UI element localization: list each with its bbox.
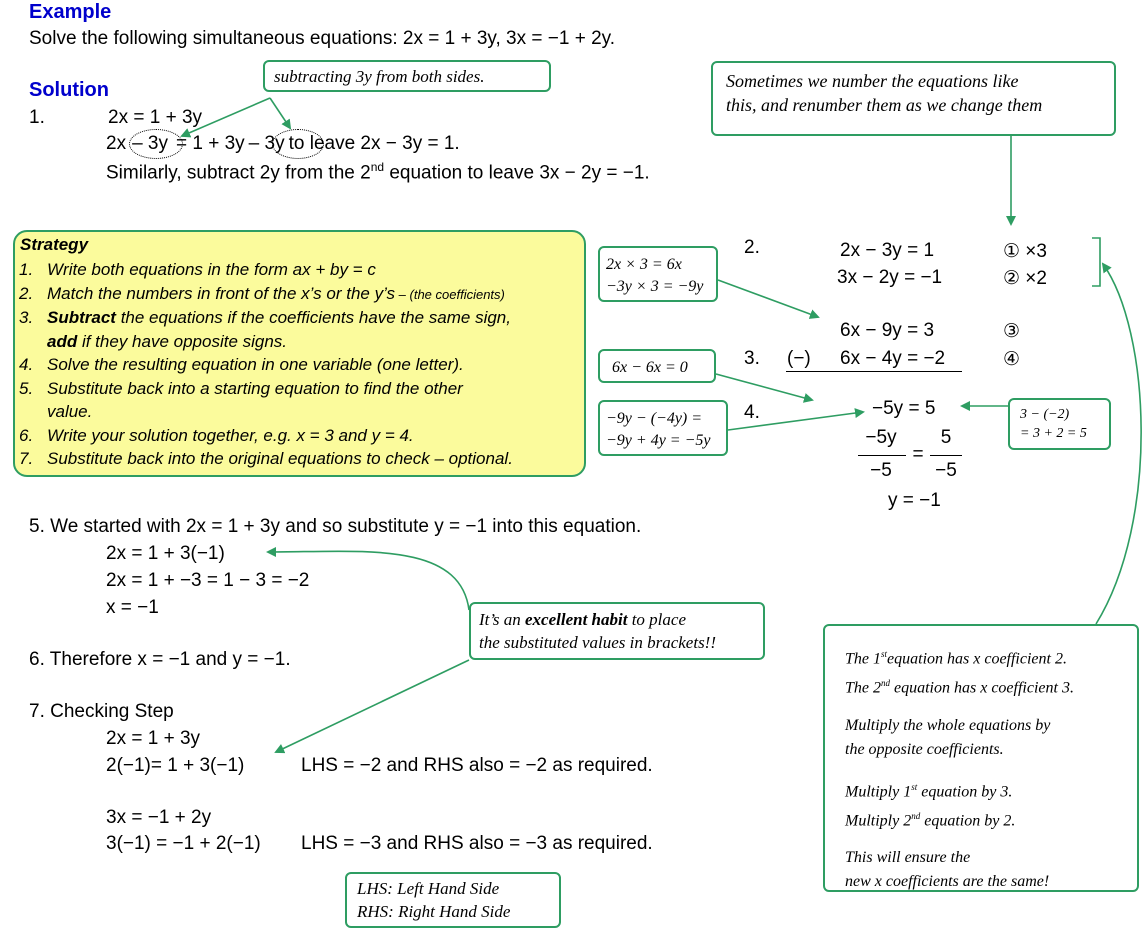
arrow-habit-up: [268, 551, 469, 610]
step1-line2-e: to leave 2x − 3y = 1.: [288, 133, 460, 154]
problem-statement: Solve the following simultaneous equations: 2x = 1 + 3y, 3x = −1 + 2y.: [29, 28, 616, 49]
fraction-right-numerator: 5: [940, 427, 952, 448]
coefficient-note-line2: The 2nd equation has x coefficient 3.: [845, 678, 1074, 697]
fraction-left-numerator: −5y: [865, 427, 897, 448]
step7-b-check: LHS = −2 and RHS also = −2 as required.: [301, 755, 653, 776]
step1-line3-sup: nd: [370, 160, 385, 174]
equation-3: 6x − 9y = 3: [840, 320, 935, 341]
step7-d-check: LHS = −3 and RHS also = −3 as required.: [301, 833, 653, 854]
multiply-note-line1: 2x × 3 = 6x: [606, 256, 682, 273]
step1-line2-d: – 3y: [248, 133, 285, 154]
example-heading: Example: [29, 1, 112, 23]
fraction-left-denominator: −5: [870, 460, 892, 481]
calc-note-line2: = 3 + 2 = 5: [1020, 425, 1087, 441]
arrow-subtract-x: [716, 374, 812, 400]
step1-line3-pre: Similarly, subtract 2y from the 2: [106, 162, 371, 184]
step1-equation: 2x = 1 + 3y: [108, 107, 203, 128]
step1-line2-a: 2x: [106, 133, 127, 154]
step5-b: 2x = 1 + −3 = 1 − 3 = −2: [106, 570, 310, 591]
arrow-habit-down: [276, 660, 469, 752]
subtract-y-note-line2: −9y + 4y = −5y: [606, 431, 711, 449]
strategy-item: value.: [47, 402, 93, 421]
arrow-coefficient: [1096, 264, 1141, 624]
fraction-right-denominator: −5: [935, 460, 957, 481]
working-step2-num: 2.: [744, 237, 760, 258]
equation-4-tag: ④: [1003, 349, 1021, 370]
subtract-x-note-text: 6x − 6x = 0: [612, 359, 688, 376]
step1-line3-post: equation to leave 3x − 2y = −1.: [384, 162, 650, 184]
result-equation: −5y = 5: [872, 398, 936, 419]
numbering-note-line2: this, and renumber them as we change them: [726, 95, 1043, 116]
rhs-note-line: RHS: Right Hand Side: [357, 901, 511, 921]
strategy-item: add if they have opposite signs.: [47, 331, 288, 351]
step1-line2-c: = 1 + 3y: [176, 133, 245, 154]
strategy-item: 1. Write both equations in the form ax + by = c: [19, 260, 376, 279]
lhs-note-line: LHS: Left Hand Side: [357, 879, 500, 898]
habit-note-line1: It’s an excellent habit to place: [479, 610, 686, 629]
strategy-item: 5. Substitute back into a starting equation to find the other: [19, 378, 463, 398]
numbering-note-line1: Sometimes we number the equations like: [726, 71, 1019, 91]
final-y: y = −1: [888, 490, 941, 511]
step1-line2-b: – 3y: [132, 133, 168, 154]
subtract-sign: (−): [787, 348, 811, 369]
coefficient-note-line7: This will ensure the: [845, 849, 971, 867]
step1-number: 1.: [29, 107, 45, 128]
arrow-subtract-y: [728, 412, 863, 430]
strategy-title: Strategy: [20, 235, 89, 254]
equation-4: 6x − 4y = −2: [840, 348, 946, 369]
step7-title: 7. Checking Step: [29, 701, 174, 722]
multiply-note-line2: −3y × 3 = −9y: [606, 277, 704, 295]
step5-line: 5. We started with 2x = 1 + 3y and so substitute y = −1 into this equation.: [29, 516, 642, 537]
coefficient-note-line8: new x coefficients are the same!: [845, 873, 1050, 891]
coefficient-note-line4: the opposite coefficients.: [845, 740, 1004, 758]
strategy-item: 3. Subtract the equations if the coefficients have the same sign,: [19, 308, 511, 327]
arrow-subtract-left: [182, 98, 270, 136]
subtract-y-note-line1: −9y − (−4y) =: [606, 410, 703, 427]
strategy-item: 6. Write your solution together, e.g. x = 3 and y = 4.: [19, 425, 414, 445]
strategy-item: 7. Substitute back into the original equations to check – optional.: [19, 449, 513, 468]
coefficient-note-line3: Multiply the whole equations by: [845, 716, 1051, 734]
equation-1-tag: ① ×3: [1003, 241, 1047, 262]
coefficient-note-line6: Multiply 2nd equation by 2.: [845, 810, 1016, 830]
habit-note-line2: the substituted values in brackets!!: [479, 632, 717, 652]
step7-a: 2x = 1 + 3y: [106, 728, 201, 749]
coefficient-note-line1: The 1stequation has x coefficient 2.: [845, 649, 1067, 668]
step7-d: 3(−1) = −1 + 2(−1): [106, 833, 261, 854]
arrow-subtract-right: [270, 98, 290, 128]
equation-2: 3x − 2y = −1: [837, 267, 943, 288]
equation-3-tag: ③: [1003, 321, 1021, 342]
step7-c: 3x = −1 + 2y: [106, 807, 212, 828]
step7-b: 2(−1)= 1 + 3(−1): [106, 755, 245, 776]
strategy-item: 4. Solve the resulting equation in one variable (one letter).: [19, 355, 464, 374]
equation-1: 2x − 3y = 1: [840, 240, 935, 261]
solution-heading: Solution: [29, 79, 109, 101]
step6-line: 6. Therefore x = −1 and y = −1.: [29, 649, 291, 670]
step5-a: 2x = 1 + 3(−1): [106, 543, 225, 564]
working-step4-num: 4.: [744, 402, 760, 423]
calc-note-line1: 3 − (−2): [1020, 407, 1070, 422]
bracket-right: [1092, 238, 1100, 286]
strategy-item: 2. Match the numbers in front of the x’s or the y’s – (the coefficients): [19, 283, 505, 303]
working-step3-num: 3.: [744, 348, 760, 369]
fraction-equals: =: [912, 444, 924, 465]
equation-2-tag: ② ×2: [1003, 268, 1047, 289]
step5-c: x = −1: [106, 597, 159, 618]
subtracting-note-text: subtracting 3y from both sides.: [274, 67, 485, 86]
coefficient-note-line5: Multiply 1st equation by 3.: [845, 781, 1013, 800]
arrow-multiply: [718, 280, 818, 317]
